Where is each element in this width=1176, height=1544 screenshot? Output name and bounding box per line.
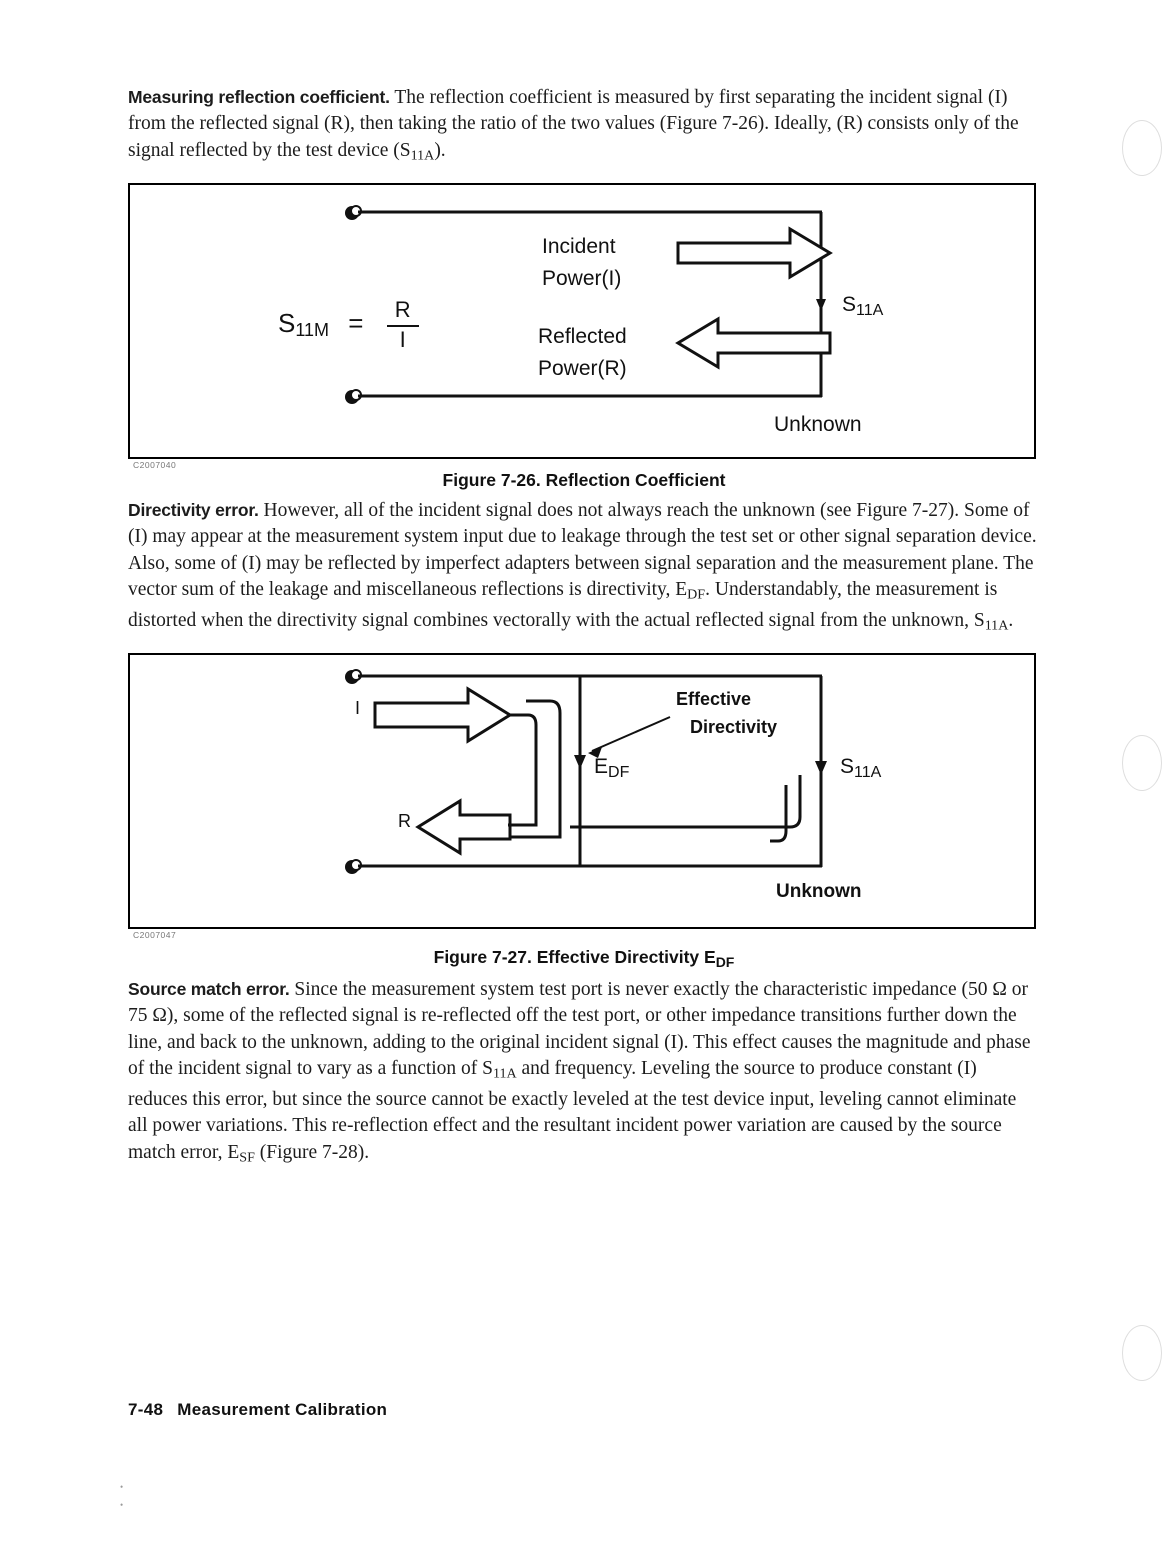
label-directivity: Directivity	[690, 716, 778, 737]
label-incident-I: I	[355, 697, 361, 718]
label-s11a-fig27: S11A	[840, 754, 882, 781]
scan-speck-1: •	[120, 1482, 124, 1492]
figure-7-27-diagram	[130, 655, 1034, 927]
incident-arrow	[678, 229, 830, 277]
paragraph-1-body: The reflection coefficient is measured by first separating the incident signal (I) from the reflected signal (R), then taking the ratio of the two values (Figure 7-26). Ideally, (R) consists only of the signal reflected by the test device $(S_{11A})$.	[128, 87, 1019, 164]
label-reflected-line2: Power(R)	[538, 356, 627, 380]
figure-7-26-caption: Figure 7-26. Reflection Coefficient	[442, 469, 726, 490]
page-footer	[128, 1400, 387, 1420]
label-reflected-R: R	[398, 810, 411, 831]
label-edf: EDF	[594, 754, 630, 781]
edf-arrow	[574, 755, 586, 769]
paragraph-2-lead: Directivity error.	[128, 499, 259, 520]
figure-7-26-id: C2007040	[133, 459, 177, 470]
figure-7-26	[128, 183, 1036, 470]
label-reflected-line1: Reflected	[538, 324, 627, 348]
footer-page-number: 7-48	[128, 1400, 164, 1419]
margin-artifact-top	[1122, 120, 1162, 176]
margin-artifact-bottom	[1122, 1325, 1162, 1381]
reflected-arrow	[678, 319, 830, 367]
s11a-arrow	[815, 761, 827, 775]
label-effective: Effective	[676, 688, 752, 709]
figure-7-26-diagram	[130, 185, 1034, 457]
label-incident-line1: Incident	[542, 234, 616, 258]
label-s11a: S11A	[842, 292, 884, 319]
reflected-arrow-R	[418, 801, 510, 853]
figure-7-27-id: C2007047	[133, 929, 177, 940]
paragraph-3-body: Since the measurement system test port is never exactly the characteristic impedance (50 Ω or 75 Ω), some of the reflected signal is re-reflected off the test port, or other impedance transitions further down the line, and back to the unknown, adding to the original incident signal (I). This effect causes the magnitude and phase of the incident signal to vary as a function of $S_{11A}$ and frequency. Leveling the source to produce constant (I) reduces this error, but since the source cannot be exactly leveled at the test device input, leveling cannot eliminate all power variations. This re-reflection effect and the resultant incident power variation are caused by the source match error, $E_{SF}$ (Figure 7-28).	[128, 978, 1031, 1166]
paragraph-3-lead: Source match error.	[128, 978, 290, 999]
paragraph-1-lead: Measuring reflection coefficient.	[128, 87, 390, 107]
label-incident-line2: Power(I)	[542, 266, 622, 290]
page-content	[128, 84, 1040, 1171]
figure-7-27	[128, 653, 1036, 940]
leakage-path-1	[508, 715, 536, 825]
label-unknown: Unknown	[774, 412, 862, 436]
label-unknown-fig27: Unknown	[776, 880, 862, 902]
incident-arrow-I	[375, 689, 510, 741]
footer-chapter-title: Measurement Calibration	[177, 1400, 388, 1419]
formula-s11m: S11M = $\frac{R}{I}$	[278, 297, 423, 353]
figure-7-27-caption: Figure 7-27. Effective Directivity $E_{DF}$	[433, 946, 735, 970]
paragraph-source-match-error	[128, 976, 1040, 1171]
formula-fraction: $\frac{R}{I}$	[387, 297, 419, 353]
paragraph-directivity-error	[128, 497, 1040, 639]
scan-speck-2: •	[120, 1500, 124, 1510]
paragraph-measuring-reflection-coefficient	[128, 84, 1040, 169]
margin-artifact-middle	[1122, 735, 1162, 791]
s11a-arrow	[816, 299, 826, 311]
paragraph-2-body: However, all of the incident signal does not always reach the unknown (see Figure 7-27). Some of (I) may appear at the measurement system input due to leakage through the test set or other signal separation device. Also, some of (I) may be reflected by imperfect adapters between signal separation and the measurement plane. The vector sum of the leakage and miscellaneous reflections is directivity, $E_{DF}$. Understandably, the measurement is distorted when the directivity signal combines vectorally with the actual reflected signal from the unknown, $S_{11A}$.	[128, 499, 1037, 634]
callout-line	[592, 717, 670, 751]
